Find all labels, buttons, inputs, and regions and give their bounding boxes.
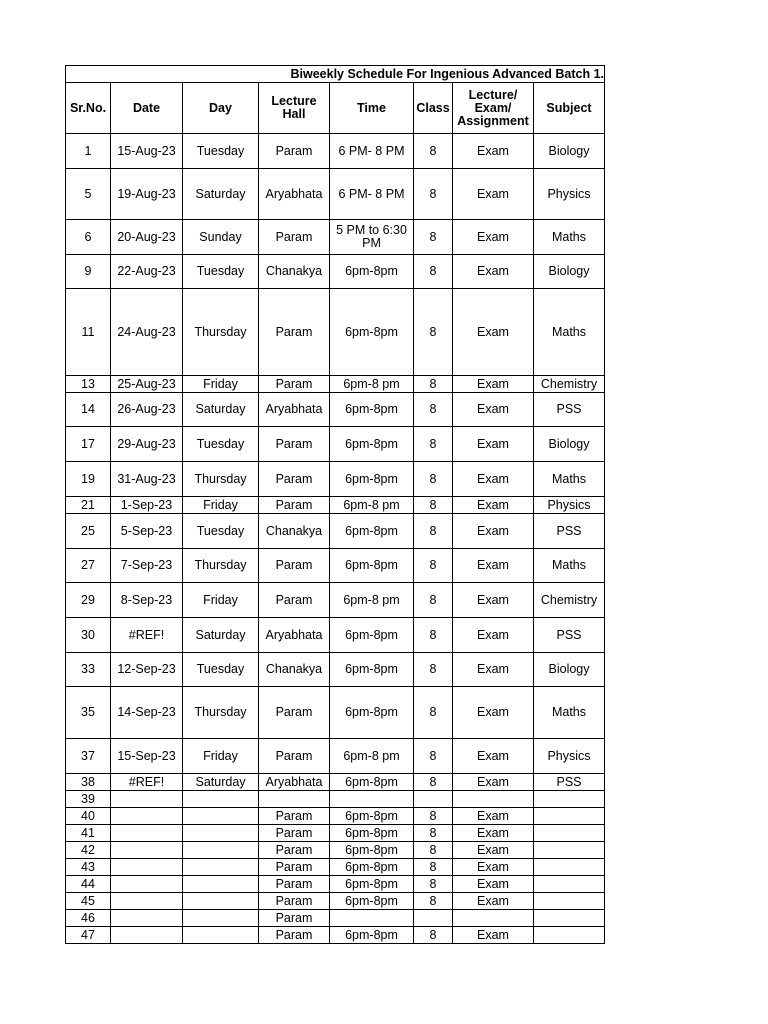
class-cell: 8 bbox=[414, 289, 453, 376]
sr-no-cell: 29 bbox=[66, 583, 111, 618]
sr-no-cell: 39 bbox=[66, 791, 111, 808]
lecture-hall-cell: Chanakya bbox=[259, 514, 330, 549]
day-cell: Saturday bbox=[183, 618, 259, 653]
subject-cell: Biology bbox=[534, 134, 605, 169]
date-cell bbox=[111, 927, 183, 944]
day-cell bbox=[183, 825, 259, 842]
subject-cell: PSS bbox=[534, 774, 605, 791]
header-activity-type: Lecture/ Exam/ Assignment bbox=[453, 83, 534, 134]
subject-cell bbox=[534, 893, 605, 910]
day-cell bbox=[183, 893, 259, 910]
day-cell: Tuesday bbox=[183, 427, 259, 462]
date-cell bbox=[111, 859, 183, 876]
class-cell: 8 bbox=[414, 687, 453, 739]
date-cell: 29-Aug-23 bbox=[111, 427, 183, 462]
class-cell: 8 bbox=[414, 393, 453, 427]
lecture-hall-cell: Param bbox=[259, 687, 330, 739]
day-cell: Thursday bbox=[183, 289, 259, 376]
time-cell: 6pm-8 pm bbox=[330, 739, 414, 774]
sr-no-cell: 42 bbox=[66, 842, 111, 859]
time-cell: 6pm-8pm bbox=[330, 876, 414, 893]
header-time: Time bbox=[330, 83, 414, 134]
sr-no-cell: 30 bbox=[66, 618, 111, 653]
activity-type-cell: Exam bbox=[453, 687, 534, 739]
time-cell: 6pm-8pm bbox=[330, 774, 414, 791]
table-row bbox=[66, 497, 605, 514]
time-cell: 6pm-8pm bbox=[330, 653, 414, 687]
sr-no-cell: 19 bbox=[66, 462, 111, 497]
time-cell: 6pm-8pm bbox=[330, 393, 414, 427]
time-cell: 6pm-8pm bbox=[330, 893, 414, 910]
table-row bbox=[66, 653, 605, 687]
lecture-hall-cell: Param bbox=[259, 825, 330, 842]
table-row bbox=[66, 842, 605, 859]
table-row bbox=[66, 876, 605, 893]
header-class: Class bbox=[414, 83, 453, 134]
class-cell: 8 bbox=[414, 220, 453, 255]
table-row bbox=[66, 393, 605, 427]
activity-type-cell: Exam bbox=[453, 774, 534, 791]
subject-cell: PSS bbox=[534, 393, 605, 427]
day-cell bbox=[183, 808, 259, 825]
subject-cell bbox=[534, 808, 605, 825]
header-lecture-hall: Lecture Hall bbox=[259, 83, 330, 134]
activity-type-cell: Exam bbox=[453, 255, 534, 289]
sr-no-cell: 43 bbox=[66, 859, 111, 876]
day-cell: Friday bbox=[183, 497, 259, 514]
activity-type-cell: Exam bbox=[453, 220, 534, 255]
day-cell: Friday bbox=[183, 376, 259, 393]
day-cell: Thursday bbox=[183, 462, 259, 497]
time-cell: 6pm-8 pm bbox=[330, 583, 414, 618]
date-cell: 31-Aug-23 bbox=[111, 462, 183, 497]
table-row bbox=[66, 514, 605, 549]
date-cell bbox=[111, 876, 183, 893]
subject-cell: Maths bbox=[534, 687, 605, 739]
day-cell: Sunday bbox=[183, 220, 259, 255]
table-row bbox=[66, 893, 605, 910]
lecture-hall-cell: Param bbox=[259, 289, 330, 376]
lecture-hall-cell: Param bbox=[259, 808, 330, 825]
table-row bbox=[66, 549, 605, 583]
lecture-hall-cell: Param bbox=[259, 842, 330, 859]
sr-no-cell: 6 bbox=[66, 220, 111, 255]
header-subject: Subject bbox=[534, 83, 605, 134]
class-cell: 8 bbox=[414, 825, 453, 842]
activity-type-cell: Exam bbox=[453, 859, 534, 876]
date-cell: 26-Aug-23 bbox=[111, 393, 183, 427]
date-cell: 5-Sep-23 bbox=[111, 514, 183, 549]
lecture-hall-cell: Aryabhata bbox=[259, 393, 330, 427]
lecture-hall-cell: Param bbox=[259, 497, 330, 514]
activity-type-cell: Exam bbox=[453, 825, 534, 842]
day-cell: Saturday bbox=[183, 393, 259, 427]
date-cell: 24-Aug-23 bbox=[111, 289, 183, 376]
subject-cell bbox=[534, 825, 605, 842]
lecture-hall-cell: Param bbox=[259, 376, 330, 393]
table-row bbox=[66, 859, 605, 876]
class-cell: 8 bbox=[414, 808, 453, 825]
class-cell: 8 bbox=[414, 739, 453, 774]
class-cell: 8 bbox=[414, 583, 453, 618]
table-row bbox=[66, 376, 605, 393]
lecture-hall-cell bbox=[259, 791, 330, 808]
date-cell: #REF! bbox=[111, 618, 183, 653]
date-cell bbox=[111, 808, 183, 825]
date-cell: 20-Aug-23 bbox=[111, 220, 183, 255]
activity-type-cell: Exam bbox=[453, 549, 534, 583]
time-cell: 6pm-8pm bbox=[330, 808, 414, 825]
subject-cell: Chemistry bbox=[534, 376, 605, 393]
activity-type-cell: Exam bbox=[453, 618, 534, 653]
table-row bbox=[66, 289, 605, 376]
time-cell bbox=[330, 791, 414, 808]
table-row bbox=[66, 583, 605, 618]
time-cell: 6pm-8pm bbox=[330, 618, 414, 653]
lecture-hall-cell: Aryabhata bbox=[259, 169, 330, 220]
subject-cell: Chemistry bbox=[534, 583, 605, 618]
day-cell bbox=[183, 927, 259, 944]
time-cell: 6pm-8pm bbox=[330, 462, 414, 497]
activity-type-cell: Exam bbox=[453, 808, 534, 825]
class-cell: 8 bbox=[414, 774, 453, 791]
sr-no-cell: 33 bbox=[66, 653, 111, 687]
lecture-hall-cell: Chanakya bbox=[259, 653, 330, 687]
date-cell: 19-Aug-23 bbox=[111, 169, 183, 220]
lecture-hall-cell: Param bbox=[259, 583, 330, 618]
date-cell bbox=[111, 910, 183, 927]
sr-no-cell: 25 bbox=[66, 514, 111, 549]
class-cell: 8 bbox=[414, 653, 453, 687]
subject-cell: Maths bbox=[534, 549, 605, 583]
date-cell: 15-Sep-23 bbox=[111, 739, 183, 774]
subject-cell: PSS bbox=[534, 514, 605, 549]
time-cell: 6pm-8 pm bbox=[330, 497, 414, 514]
sr-no-cell: 46 bbox=[66, 910, 111, 927]
activity-type-cell: Exam bbox=[453, 927, 534, 944]
table-row bbox=[66, 462, 605, 497]
day-cell bbox=[183, 859, 259, 876]
table-row bbox=[66, 687, 605, 739]
date-cell bbox=[111, 842, 183, 859]
sr-no-cell: 5 bbox=[66, 169, 111, 220]
lecture-hall-cell: Param bbox=[259, 549, 330, 583]
subject-cell bbox=[534, 842, 605, 859]
sr-no-cell: 17 bbox=[66, 427, 111, 462]
date-cell bbox=[111, 893, 183, 910]
sr-no-cell: 40 bbox=[66, 808, 111, 825]
time-cell: 6pm-8pm bbox=[330, 842, 414, 859]
activity-type-cell bbox=[453, 910, 534, 927]
subject-cell: Maths bbox=[534, 289, 605, 376]
table-row bbox=[66, 618, 605, 653]
day-cell: Tuesday bbox=[183, 255, 259, 289]
sr-no-cell: 11 bbox=[66, 289, 111, 376]
header-sr-no: Sr.No. bbox=[66, 83, 111, 134]
lecture-hall-cell: Param bbox=[259, 859, 330, 876]
class-cell: 8 bbox=[414, 169, 453, 220]
day-cell: Friday bbox=[183, 583, 259, 618]
date-cell: 12-Sep-23 bbox=[111, 653, 183, 687]
subject-cell: Maths bbox=[534, 220, 605, 255]
subject-cell bbox=[534, 859, 605, 876]
time-cell: 6pm-8pm bbox=[330, 859, 414, 876]
sr-no-cell: 38 bbox=[66, 774, 111, 791]
activity-type-cell bbox=[453, 791, 534, 808]
activity-type-cell: Exam bbox=[453, 653, 534, 687]
table-row bbox=[66, 808, 605, 825]
sr-no-cell: 13 bbox=[66, 376, 111, 393]
day-cell bbox=[183, 876, 259, 893]
day-cell: Tuesday bbox=[183, 134, 259, 169]
subject-cell: Biology bbox=[534, 653, 605, 687]
schedule-table bbox=[65, 65, 605, 944]
day-cell: Thursday bbox=[183, 549, 259, 583]
table-row bbox=[66, 739, 605, 774]
subject-cell: Physics bbox=[534, 497, 605, 514]
lecture-hall-cell: Aryabhata bbox=[259, 774, 330, 791]
lecture-hall-cell: Param bbox=[259, 220, 330, 255]
day-cell bbox=[183, 842, 259, 859]
lecture-hall-cell: Param bbox=[259, 893, 330, 910]
class-cell: 8 bbox=[414, 134, 453, 169]
date-cell: 22-Aug-23 bbox=[111, 255, 183, 289]
table-row bbox=[66, 255, 605, 289]
sr-no-cell: 37 bbox=[66, 739, 111, 774]
activity-type-cell: Exam bbox=[453, 427, 534, 462]
activity-type-cell: Exam bbox=[453, 893, 534, 910]
subject-cell: PSS bbox=[534, 618, 605, 653]
subject-cell bbox=[534, 791, 605, 808]
table-row bbox=[66, 791, 605, 808]
time-cell: 6pm-8 pm bbox=[330, 376, 414, 393]
activity-type-cell: Exam bbox=[453, 842, 534, 859]
lecture-hall-cell: Param bbox=[259, 876, 330, 893]
lecture-hall-cell: Param bbox=[259, 910, 330, 927]
time-cell: 6pm-8pm bbox=[330, 549, 414, 583]
header-row bbox=[66, 83, 605, 134]
sr-no-cell: 47 bbox=[66, 927, 111, 944]
time-cell: 6pm-8pm bbox=[330, 289, 414, 376]
time-cell bbox=[330, 910, 414, 927]
sr-no-cell: 27 bbox=[66, 549, 111, 583]
lecture-hall-cell: Chanakya bbox=[259, 255, 330, 289]
lecture-hall-cell: Aryabhata bbox=[259, 618, 330, 653]
title-row bbox=[66, 66, 605, 83]
activity-type-cell: Exam bbox=[453, 376, 534, 393]
activity-type-cell: Exam bbox=[453, 739, 534, 774]
day-cell: Tuesday bbox=[183, 653, 259, 687]
subject-cell: Biology bbox=[534, 255, 605, 289]
subject-cell: Biology bbox=[534, 427, 605, 462]
subject-cell bbox=[534, 910, 605, 927]
class-cell: 8 bbox=[414, 549, 453, 583]
table-row bbox=[66, 825, 605, 842]
day-cell: Saturday bbox=[183, 169, 259, 220]
sr-no-cell: 21 bbox=[66, 497, 111, 514]
schedule-title: Biweekly Schedule For Ingenious Advanced Batch 1. bbox=[66, 66, 605, 83]
subject-cell: Physics bbox=[534, 169, 605, 220]
subject-cell bbox=[534, 876, 605, 893]
time-cell: 6pm-8pm bbox=[330, 427, 414, 462]
sr-no-cell: 44 bbox=[66, 876, 111, 893]
time-cell: 6 PM- 8 PM bbox=[330, 169, 414, 220]
date-cell: 14-Sep-23 bbox=[111, 687, 183, 739]
class-cell: 8 bbox=[414, 618, 453, 653]
table-row bbox=[66, 169, 605, 220]
table-row bbox=[66, 427, 605, 462]
activity-type-cell: Exam bbox=[453, 462, 534, 497]
time-cell: 6pm-8pm bbox=[330, 687, 414, 739]
activity-type-cell: Exam bbox=[453, 583, 534, 618]
date-cell: 7-Sep-23 bbox=[111, 549, 183, 583]
day-cell bbox=[183, 791, 259, 808]
activity-type-cell: Exam bbox=[453, 393, 534, 427]
class-cell: 8 bbox=[414, 255, 453, 289]
date-cell: #REF! bbox=[111, 774, 183, 791]
lecture-hall-cell: Param bbox=[259, 134, 330, 169]
lecture-hall-cell: Param bbox=[259, 739, 330, 774]
sr-no-cell: 45 bbox=[66, 893, 111, 910]
date-cell: 15-Aug-23 bbox=[111, 134, 183, 169]
day-cell: Friday bbox=[183, 739, 259, 774]
day-cell: Tuesday bbox=[183, 514, 259, 549]
date-cell: 8-Sep-23 bbox=[111, 583, 183, 618]
subject-cell: Physics bbox=[534, 739, 605, 774]
table-row bbox=[66, 134, 605, 169]
class-cell: 8 bbox=[414, 376, 453, 393]
time-cell: 6 PM- 8 PM bbox=[330, 134, 414, 169]
table-row bbox=[66, 910, 605, 927]
day-cell: Thursday bbox=[183, 687, 259, 739]
subject-cell: Maths bbox=[534, 462, 605, 497]
date-cell bbox=[111, 791, 183, 808]
lecture-hall-cell: Param bbox=[259, 427, 330, 462]
class-cell bbox=[414, 791, 453, 808]
sr-no-cell: 41 bbox=[66, 825, 111, 842]
table-row bbox=[66, 220, 605, 255]
table-row bbox=[66, 927, 605, 944]
activity-type-cell: Exam bbox=[453, 497, 534, 514]
date-cell: 1-Sep-23 bbox=[111, 497, 183, 514]
class-cell: 8 bbox=[414, 514, 453, 549]
time-cell: 6pm-8pm bbox=[330, 514, 414, 549]
sr-no-cell: 1 bbox=[66, 134, 111, 169]
sr-no-cell: 35 bbox=[66, 687, 111, 739]
activity-type-cell: Exam bbox=[453, 289, 534, 376]
day-cell bbox=[183, 910, 259, 927]
class-cell: 8 bbox=[414, 859, 453, 876]
table-row bbox=[66, 774, 605, 791]
class-cell: 8 bbox=[414, 462, 453, 497]
sr-no-cell: 14 bbox=[66, 393, 111, 427]
date-cell bbox=[111, 825, 183, 842]
class-cell bbox=[414, 910, 453, 927]
time-cell: 6pm-8pm bbox=[330, 255, 414, 289]
header-day: Day bbox=[183, 83, 259, 134]
time-cell: 6pm-8pm bbox=[330, 927, 414, 944]
activity-type-cell: Exam bbox=[453, 169, 534, 220]
time-cell: 5 PM to 6:30 PM bbox=[330, 220, 414, 255]
activity-type-cell: Exam bbox=[453, 514, 534, 549]
class-cell: 8 bbox=[414, 927, 453, 944]
date-cell: 25-Aug-23 bbox=[111, 376, 183, 393]
class-cell: 8 bbox=[414, 427, 453, 462]
activity-type-cell: Exam bbox=[453, 134, 534, 169]
class-cell: 8 bbox=[414, 893, 453, 910]
time-cell: 6pm-8pm bbox=[330, 825, 414, 842]
class-cell: 8 bbox=[414, 497, 453, 514]
header-date: Date bbox=[111, 83, 183, 134]
lecture-hall-cell: Param bbox=[259, 927, 330, 944]
day-cell: Saturday bbox=[183, 774, 259, 791]
activity-type-cell: Exam bbox=[453, 876, 534, 893]
lecture-hall-cell: Param bbox=[259, 462, 330, 497]
subject-cell bbox=[534, 927, 605, 944]
class-cell: 8 bbox=[414, 842, 453, 859]
sr-no-cell: 9 bbox=[66, 255, 111, 289]
class-cell: 8 bbox=[414, 876, 453, 893]
